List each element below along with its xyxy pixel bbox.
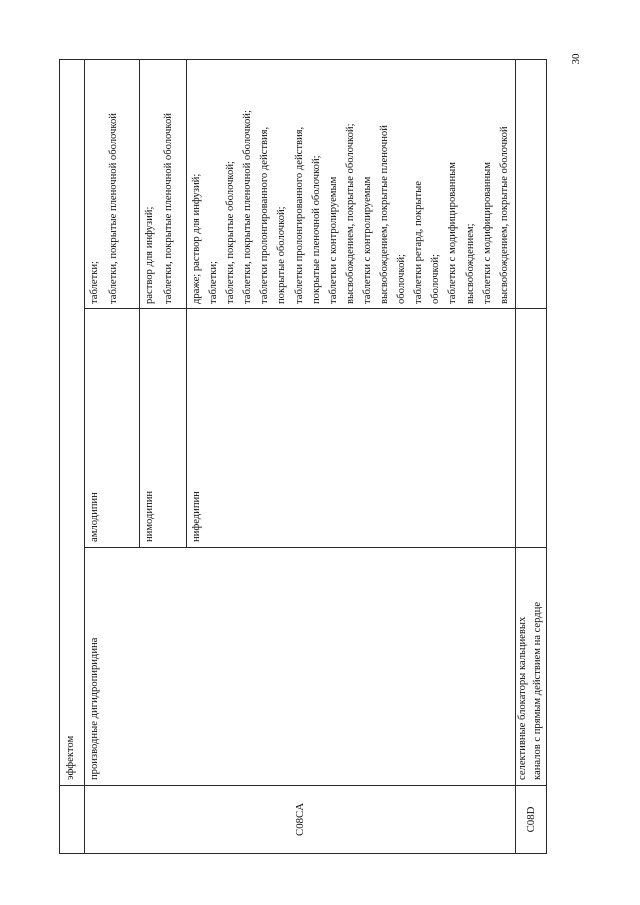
page-number: 30 <box>570 53 582 65</box>
table-border-right <box>546 59 547 854</box>
c08d-description-cell <box>516 548 546 784</box>
dosage-form: оболочкой; <box>396 254 408 304</box>
dosage-form: высвобождением; <box>464 223 476 304</box>
drug-name-cell <box>86 309 106 546</box>
c08ca-code-cell <box>85 786 515 853</box>
dosage-form: таблетки; <box>89 261 100 304</box>
dosage-form: оболочкой; <box>430 254 442 304</box>
drug-name-cell <box>188 309 208 546</box>
c08d-description-line: селективные блокаторы кальциевых <box>517 616 528 780</box>
c08d-code-cell <box>516 786 546 853</box>
drug-name-nimodipine: нимодипин <box>144 490 155 542</box>
c08d-description-line: каналов с прямым действием на сердце <box>531 601 543 780</box>
drug-forms-cell <box>141 60 185 307</box>
drug-name-amlodipine: амлодипин <box>89 492 100 542</box>
row-separator <box>186 59 187 547</box>
dosage-form: таблетки пролонгированного действия, <box>259 126 271 304</box>
dosage-form: покрытые оболочкой; <box>276 206 288 304</box>
dosage-form: покрытые пленочной оболочкой; <box>310 155 322 304</box>
atc-code-c08d: C08D <box>525 806 537 833</box>
dosage-form: высвобождением, покрытые оболочкой <box>498 126 510 304</box>
row-separator <box>84 59 85 854</box>
dosage-form: таблетки пролонгированного действия, <box>293 126 305 304</box>
dosage-form: высвобождением, покрытые оболочкой; <box>344 123 356 304</box>
dosage-form: таблетки, покрытые пленочной оболочкой; <box>242 110 254 304</box>
dosage-form: таблетки, покрытые оболочкой; <box>225 161 237 304</box>
drug-forms-cell <box>86 60 138 307</box>
dosage-form: высвобождением, покрытые пленочной <box>379 125 391 304</box>
table-border-left <box>59 59 60 854</box>
table-border-bottom <box>59 853 547 854</box>
dosage-form: таблетки ретард, покрытые <box>413 181 425 304</box>
continuation-text: эффектом <box>65 735 76 780</box>
drug-forms-cell <box>188 60 514 307</box>
drug-name-nifedipine: нифедипин <box>191 491 202 542</box>
dosage-form: таблетки с контролируемым <box>361 176 373 304</box>
dosage-form: таблетки; <box>208 261 220 304</box>
dosage-form: таблетки с модифицированным <box>447 162 459 304</box>
drug-name-cell <box>141 309 161 546</box>
dosage-form: раствор для инфузий; <box>144 206 155 304</box>
column-separator <box>84 547 547 548</box>
dosage-form: таблетки, покрытые пленочной оболочкой <box>107 113 119 304</box>
dosage-form: таблетки с модифицированным <box>481 162 493 304</box>
continuation-cell <box>62 548 82 784</box>
c08ca-group-cell <box>86 548 106 784</box>
dosage-form: таблетки с контролируемым <box>327 176 339 304</box>
atc-code-c08ca: C08CA <box>294 803 306 836</box>
dosage-form: таблетки, покрытые пленочной оболочкой <box>162 113 174 304</box>
row-separator <box>139 59 140 547</box>
dosage-form: драже; раствор для инфузий; <box>191 173 202 304</box>
c08ca-group-name: производные дигидропиридина <box>89 637 100 780</box>
